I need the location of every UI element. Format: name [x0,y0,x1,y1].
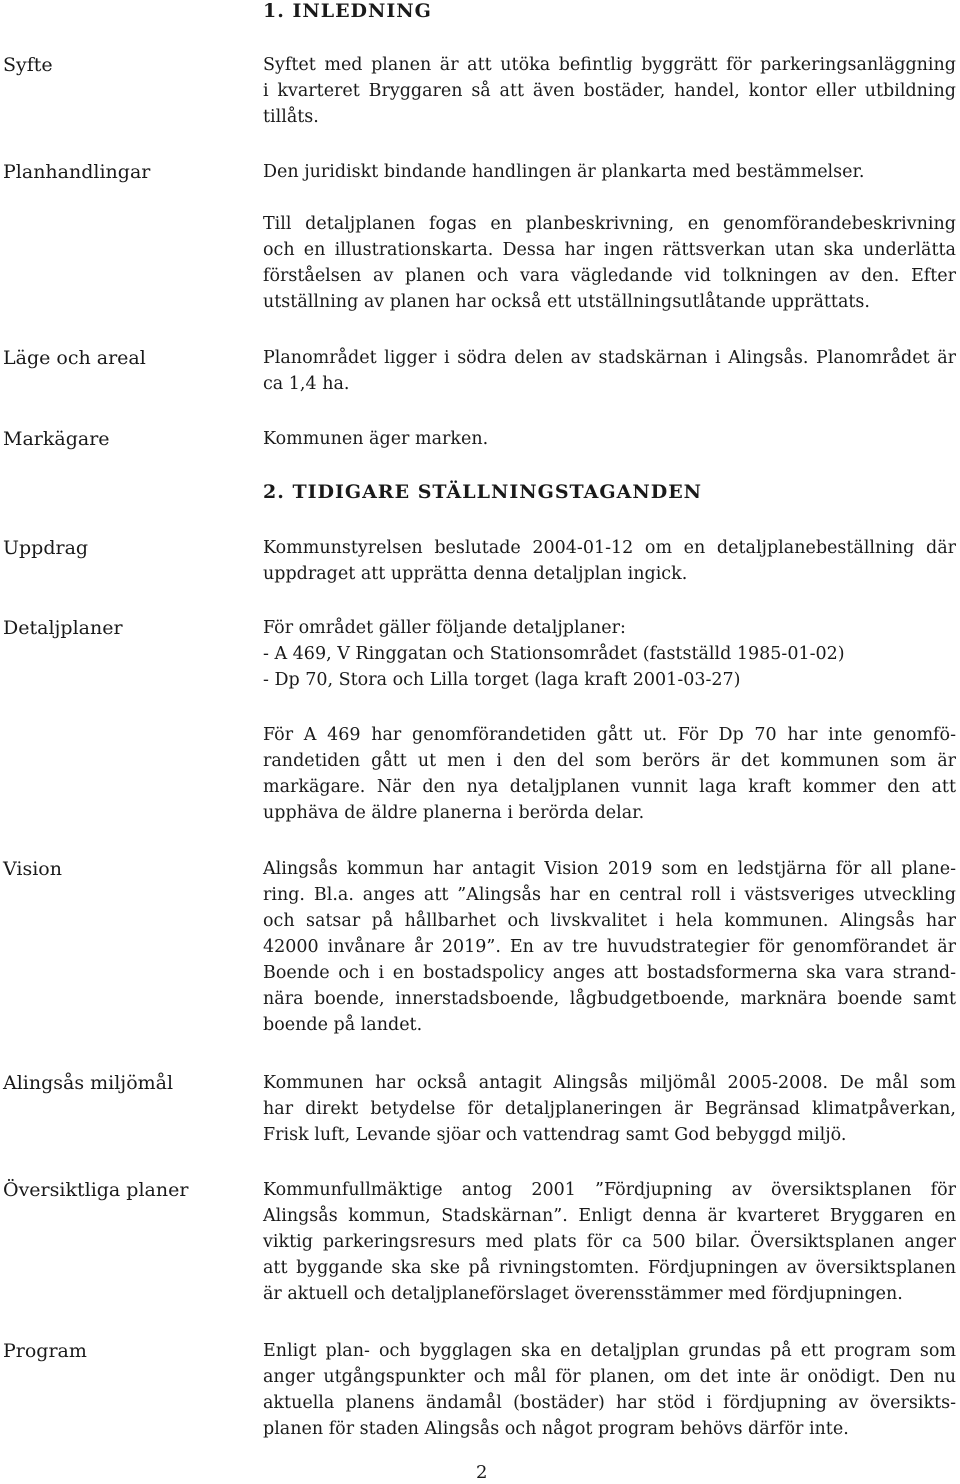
paragraph-vision [263,856,956,1038]
paragraph-line: Enligt plan- och bygglagen ska en detaljplan grundas på ett program som [263,1341,956,1361]
paragraph-line: aktuella planens ändamål (bostäder) har stöd i fördjupning av översikts- [263,1393,956,1413]
paragraph-line: Boende och i en bostadspolicy anges att bostadsformerna ska vara strand- [263,963,956,983]
margin-label-vision: Vision [3,858,62,880]
paragraph-line: Den juridiskt bindande handlingen är plankarta med bestämmelser. [263,162,865,182]
margin-label-program: Program [3,1340,87,1362]
margin-label-syfte: Syfte [3,54,53,76]
paragraph-line: tillåts. [263,107,319,127]
paragraph-line: boende på landet. [263,1015,423,1035]
paragraph-detaljplaner-2 [263,722,956,826]
paragraph-line: anger utgångspunkter och mål för planen, om det inte är onödigt. Den nu [263,1367,956,1387]
paragraph-program [263,1338,956,1442]
paragraph-line: Kommunen äger marken. [263,429,489,449]
section-heading-inledning: 1. INLEDNING [263,0,432,22]
paragraph-line: förståelsen av planen och vara vägledande vid tolkningen av den. Efter [263,266,956,286]
paragraph-line: - A 469, V Ringgatan och Stationsområdet (fastställd 1985-01-02) [263,644,845,664]
paragraph-uppdrag [263,535,956,587]
paragraph-line: och en illustrationskarta. Dessa har ingen rättsverkan utan ska underlätta [263,240,956,260]
page-number: 2 [476,1462,488,1483]
paragraph-line: att byggande ska ske på rivningstomten. Fördjupningen av översiktsplanen [263,1258,956,1278]
margin-label-markagare: Markägare [3,428,110,450]
paragraph-planhandlingar-1 [263,159,956,185]
margin-label-miljomal: Alingsås miljömål [3,1072,174,1094]
paragraph-miljomal [263,1070,956,1148]
paragraph-line: ring. Bl.a. anges att ”Alingsås har en central roll i västsveriges utveckling [263,885,956,905]
paragraph-line: uppdraget att upprätta denna detaljplan ingick. [263,564,688,584]
margin-label-oversiktliga: Översiktliga planer [3,1179,189,1201]
paragraph-line: Alingsås kommun, Stadskärnan”. Enligt denna är kvarteret Bryggaren en [263,1206,956,1226]
paragraph-oversiktliga [263,1177,956,1307]
paragraph-line: markägare. När den nya detaljplanen vunnit laga kraft kommer den att [263,777,956,797]
paragraph-line: 42000 invånare år 2019”. En av tre huvudstrategier för genomförandet är [263,937,956,957]
paragraph-line: har direkt betydelse för detaljplaneringen är Begränsad klimatpåverkan, [263,1099,956,1119]
paragraph-line: För A 469 har genomförandetiden gått ut. För Dp 70 har inte genomfö- [263,725,956,745]
paragraph-line: Syftet med planen är att utöka befintlig byggrätt för parkeringsanläggning [263,55,956,75]
paragraph-line: Kommunstyrelsen beslutade 2004-01-12 om en detaljplanebeställning där [263,538,956,558]
paragraph-line: upphäva de äldre planerna i berörda delar. [263,803,645,823]
paragraph-line: planen för staden Alingsås och något program behövs därför inte. [263,1419,849,1439]
paragraph-planhandlingar-2 [263,211,956,315]
margin-label-lage: Läge och areal [3,347,146,369]
paragraph-line: viktig parkeringsresurs med plats för ca 500 bilar. Översiktsplanen anger [263,1232,956,1252]
paragraph-detaljplaner-1 [263,615,956,693]
paragraph-line: i kvarteret Bryggaren så att även bostäder, handel, kontor eller utbildning [263,81,956,101]
paragraph-line: är aktuell och detaljplaneförslaget överensstämmer med fördjupningen. [263,1284,903,1304]
margin-label-detaljplaner: Detaljplaner [3,617,123,639]
section-heading-tidigare: 2. TIDIGARE STÄLLNINGSTAGANDEN [263,481,703,503]
paragraph-line: Till detaljplanen fogas en planbeskrivning, en genomförandebeskrivning [263,214,956,234]
paragraph-line: utställning av planen har också ett utställningsutlåtande upprättats. [263,292,870,312]
paragraph-line: ca 1,4 ha. [263,374,350,394]
paragraph-syfte [263,52,956,130]
paragraph-line: Frisk luft, Levande sjöar och vattendrag samt God bebyggd miljö. [263,1125,847,1145]
paragraph-line: För området gäller följande detaljplaner: [263,618,626,638]
margin-label-uppdrag: Uppdrag [3,537,89,559]
paragraph-lage [263,345,956,397]
paragraph-markagare [263,426,956,452]
paragraph-line: - Dp 70, Stora och Lilla torget (laga kraft 2001-03-27) [263,670,741,690]
paragraph-line: nära boende, innerstadsboende, lågbudgetboende, marknära boende samt [263,989,956,1009]
paragraph-line: Kommunfullmäktige antog 2001 ”Fördjupning av översiktsplanen för [263,1180,956,1200]
paragraph-line: Planområdet ligger i södra delen av stadskärnan i Alingsås. Planområdet är [263,348,956,368]
paragraph-line: och satsar på hållbarhet och livskvalitet i hela kommunen. Alingsås har [263,911,956,931]
paragraph-line: randetiden gått ut men i den del som berörs är det kommunen som är [263,751,956,771]
margin-label-planhandlingar: Planhandlingar [3,161,151,183]
paragraph-line: Alingsås kommun har antagit Vision 2019 som en ledstjärna för all plane- [263,859,956,879]
paragraph-line: Kommunen har också antagit Alingsås miljömål 2005-2008. De mål som [263,1073,956,1093]
